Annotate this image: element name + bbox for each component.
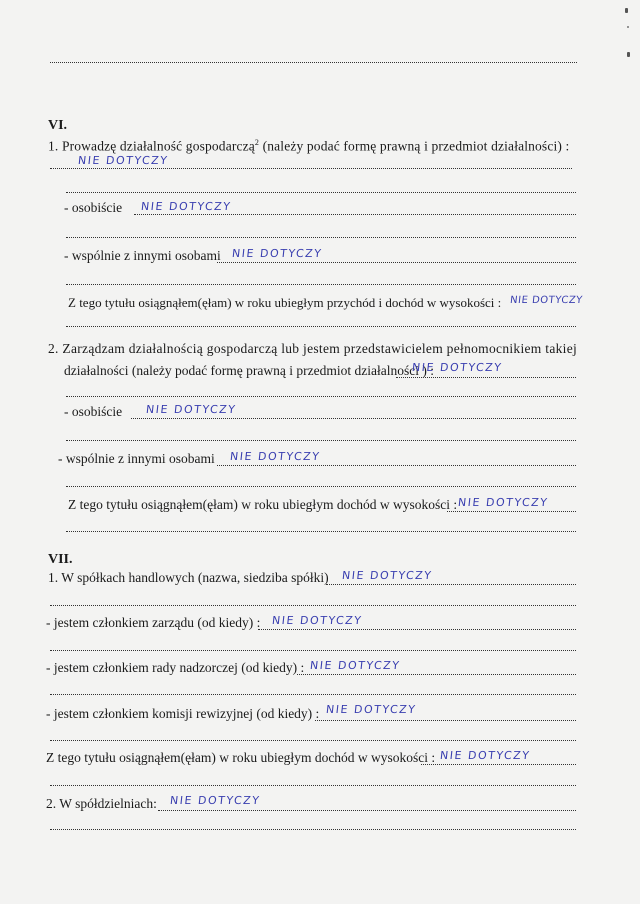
answer-line <box>421 764 576 765</box>
handwritten-answer: NIE DOTYCZY <box>439 749 532 762</box>
answer-line <box>297 674 576 675</box>
answer-line <box>447 511 576 512</box>
handwritten-answer: NIE DOTYCZY <box>341 569 434 582</box>
supervisory-label: - jestem członkiem rady nadzorczej (od kiedy) : <box>46 660 305 675</box>
item-2-line-1: 2. Zarządzam działalnością gospodarczą lub jestem przedstawicielem pełnomocnikiem takiej <box>48 341 578 356</box>
fill-line <box>66 326 576 327</box>
section-heading-vii: VII. <box>48 552 73 567</box>
coop-label: 2. W spółdzielniach: <box>46 796 157 811</box>
handwritten-answer: NIE DOTYCZY <box>509 295 584 306</box>
fill-line <box>50 785 576 786</box>
answer-line <box>326 584 576 585</box>
handwritten-answer: NIE DOTYCZY <box>145 403 238 416</box>
companies-label: 1. W spółkach handlowych (nazwa, siedziba spółki) <box>48 570 329 585</box>
personal-label: - osobiście <box>64 200 123 215</box>
income-label: Z tego tytułu osiągnąłem(ęłam) w roku ubiegłym dochód w wysokości : <box>46 750 436 765</box>
handwritten-answer: NIE DOTYCZY <box>77 154 170 167</box>
fill-line <box>50 740 576 741</box>
handwritten-answer: NIE DOTYCZY <box>229 450 322 463</box>
scan-mark <box>627 26 629 28</box>
fill-line <box>66 284 576 285</box>
joint-label: - wspólnie z innymi osobami <box>58 451 215 466</box>
personal-label: - osobiście <box>64 404 123 419</box>
fill-line <box>66 440 576 441</box>
fill-line <box>66 396 576 397</box>
income-label: Z tego tytułu osiągnąłem(ęłam) w roku ubiegłym dochód w wysokości : <box>68 497 458 512</box>
fill-line <box>66 531 576 532</box>
handwritten-answer: NIE DOTYCZY <box>169 794 262 807</box>
item-2-line-2: działalności (należy podać formę prawną i przedmiot działalności ) : <box>64 363 434 378</box>
answer-line <box>134 214 576 215</box>
fill-line <box>50 62 577 63</box>
handwritten-answer: NIE DOTYCZY <box>140 200 233 213</box>
board-label: - jestem członkiem zarządu (od kiedy) : <box>46 615 261 630</box>
audit-label: - jestem członkiem komisji rewizyjnej (od kiedy) : <box>46 706 320 721</box>
fill-line <box>50 605 576 606</box>
fill-line <box>50 694 576 695</box>
handwritten-answer: NIE DOTYCZY <box>271 614 364 627</box>
answer-line <box>315 720 576 721</box>
scan-mark <box>627 52 630 57</box>
fill-line <box>66 192 576 193</box>
answer-line <box>396 377 576 378</box>
income-label: Z tego tytułu osiągnąłem(ęłam) w roku ubiegłym przychód i dochód w wysokości : <box>68 295 502 310</box>
handwritten-answer: NIE DOTYCZY <box>231 247 324 260</box>
handwritten-answer: NIE DOTYCZY <box>309 659 402 672</box>
joint-label: - wspólnie z innymi osobami <box>64 248 221 263</box>
handwritten-answer: NIE DOTYCZY <box>411 361 504 374</box>
answer-line <box>131 418 576 419</box>
handwritten-answer: NIE DOTYCZY <box>325 703 418 716</box>
handwritten-answer: NIE DOTYCZY <box>457 496 550 509</box>
fill-line <box>50 650 576 651</box>
answer-line <box>217 465 576 466</box>
fill-line <box>66 237 576 238</box>
answer-line <box>50 168 572 169</box>
answer-line <box>158 810 576 811</box>
item-1-text: 1. Prowadzę działalność gospodarczą$^2$ (należy podać formę prawną i przedmiot działalności) : <box>48 138 570 154</box>
section-heading-vi: VI. <box>48 118 68 133</box>
answer-line <box>258 629 576 630</box>
scan-mark <box>625 8 628 13</box>
answer-line <box>217 262 576 263</box>
fill-line <box>66 486 576 487</box>
fill-line <box>50 829 576 830</box>
